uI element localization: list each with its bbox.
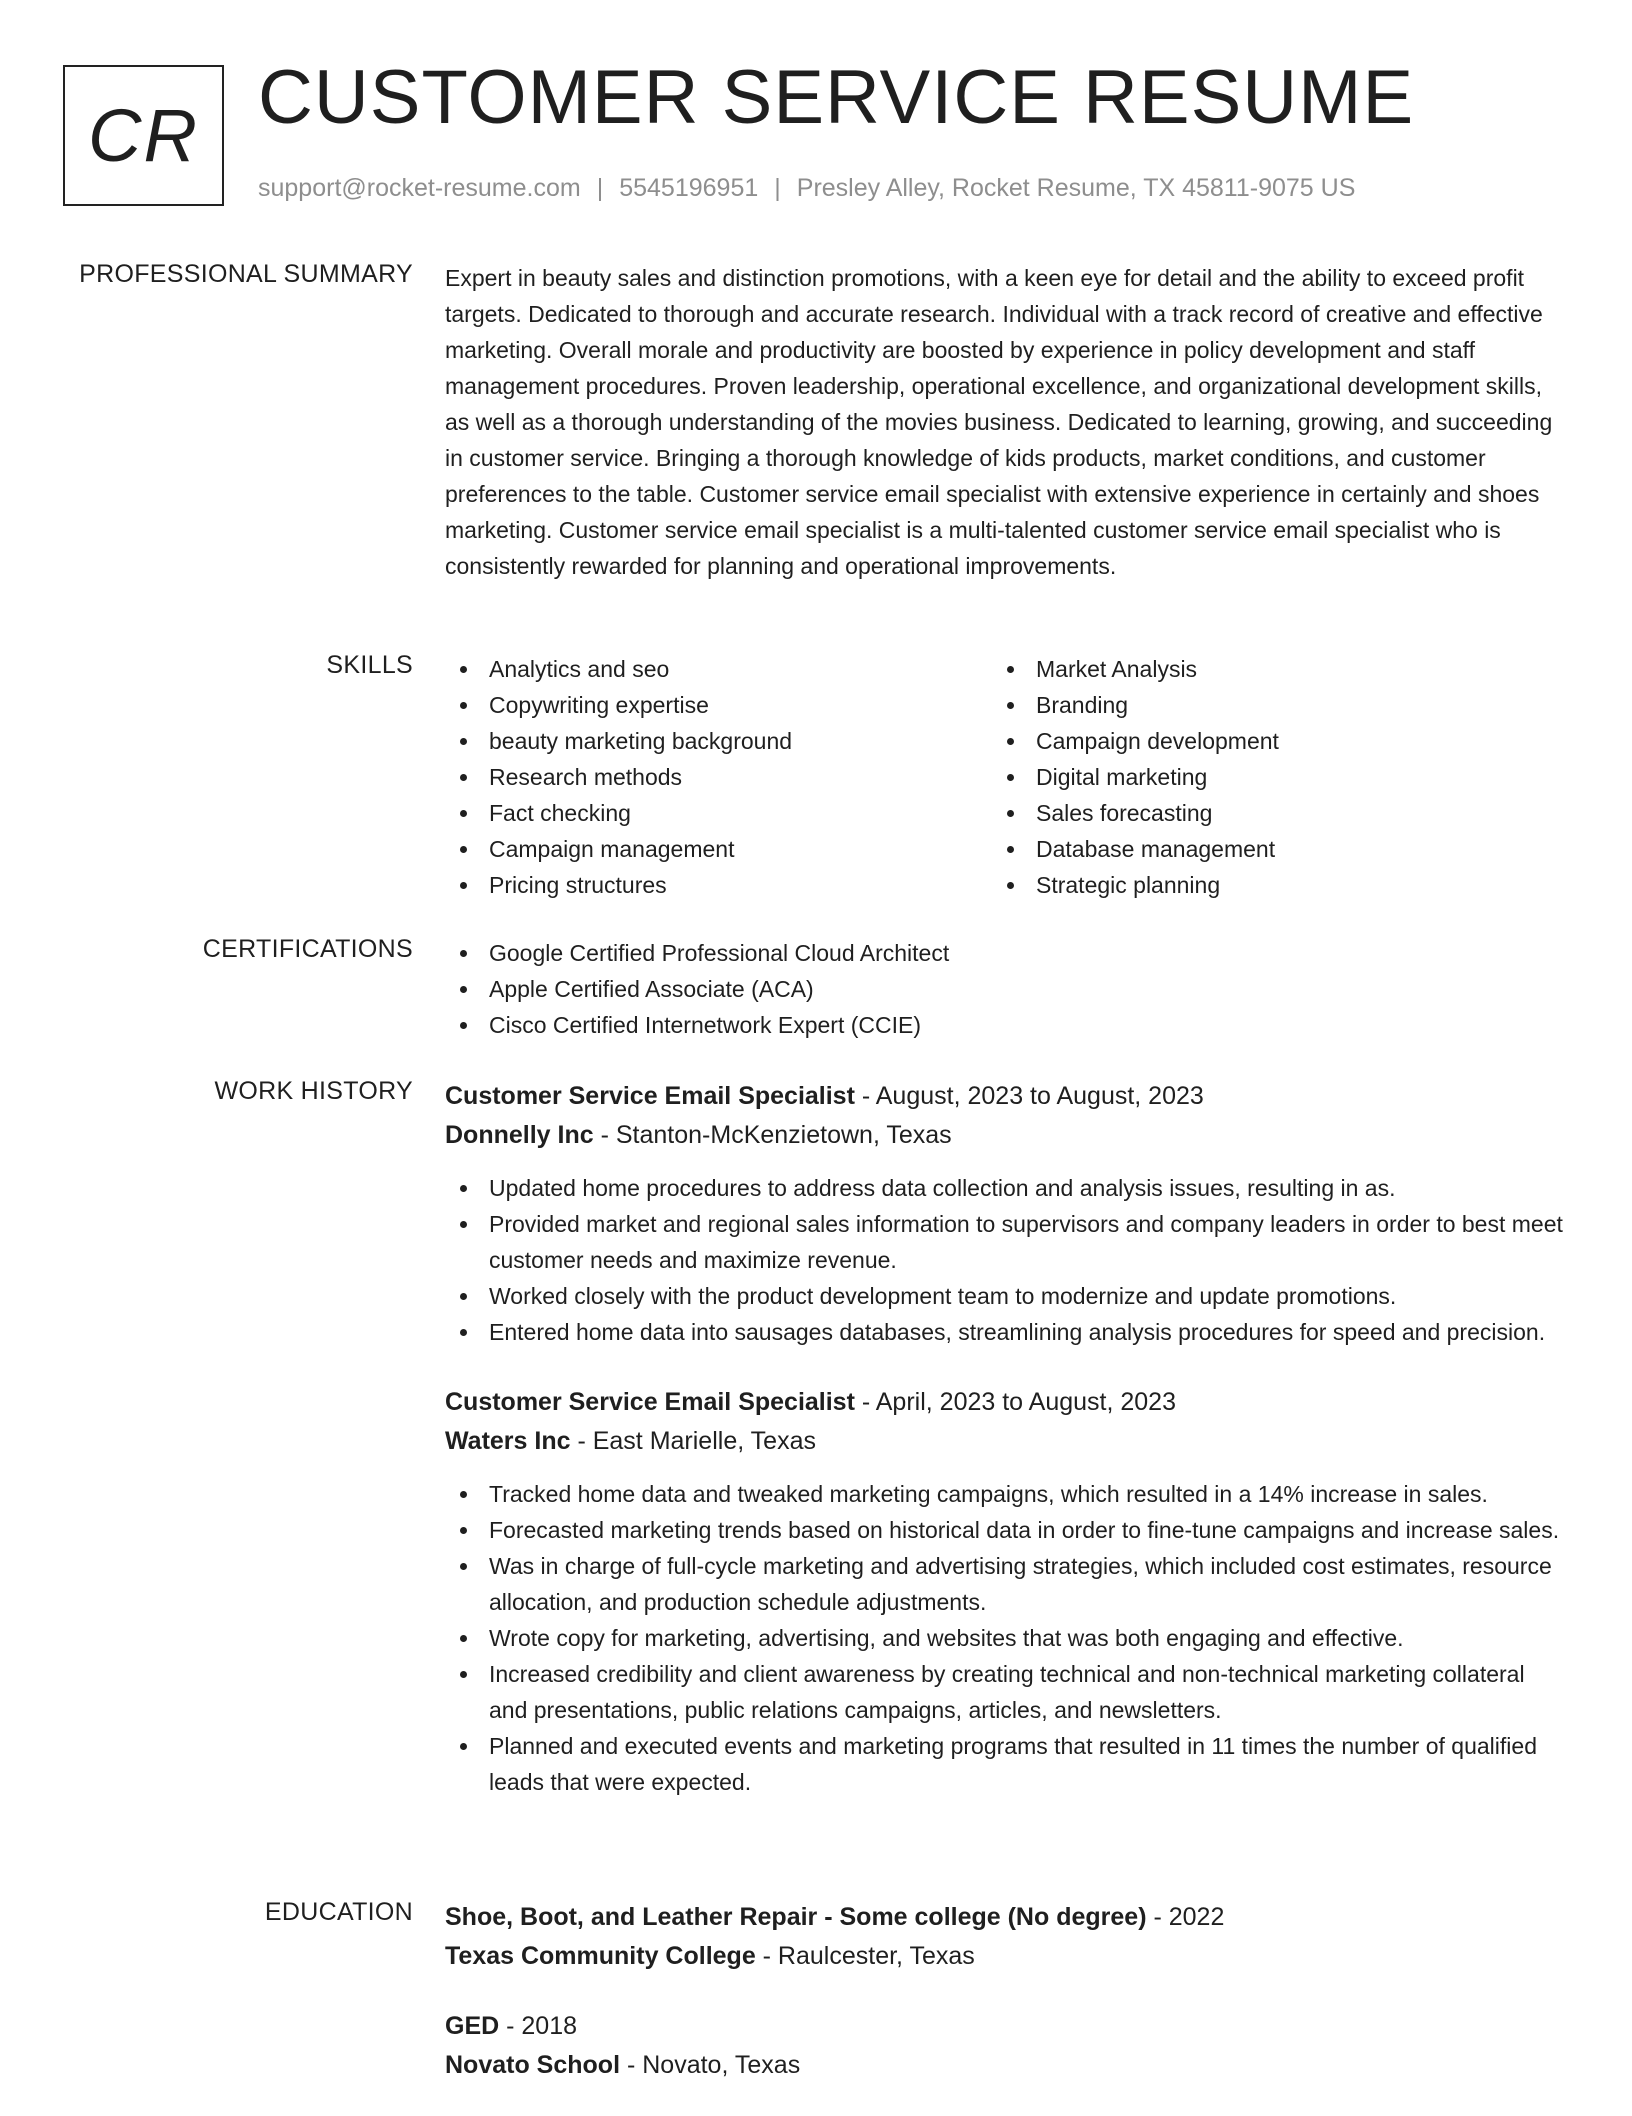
- education-location: - Raulcester, Texas: [755, 1942, 975, 1970]
- skill-item: Pricing structures: [445, 867, 992, 903]
- job-dates: - August, 2023 to August, 2023: [854, 1082, 1204, 1110]
- job-duty: Provided market and regional sales information to supervisors and company leaders in order to best meet customer needs and maximize revenue.: [445, 1206, 1565, 1278]
- job-title: Customer Service Email Specialist: [445, 1082, 855, 1110]
- contact-email: support@rocket-resume.com: [258, 174, 581, 202]
- contact-address: Presley Alley, Rocket Resume, TX 45811-9075 US: [796, 174, 1356, 202]
- job-company: Donnelly Inc: [445, 1121, 594, 1149]
- job-duty: Increased credibility and client awareness by creating technical and non-technical marketing collateral and presentations, public relations campaigns, articles, and newsletters.: [445, 1656, 1565, 1728]
- job-duty: Entered home data into sausages databases, streamlining analysis procedures for speed and precision.: [445, 1314, 1565, 1350]
- job-duty: Tracked home data and tweaked marketing campaigns, which resulted in a 14% increase in sales.: [445, 1476, 1565, 1512]
- skill-item: Campaign development: [992, 723, 1539, 759]
- job-duty: Updated home procedures to address data collection and analysis issues, resulting in as.: [445, 1170, 1565, 1206]
- skill-item: Campaign management: [445, 831, 992, 867]
- education-degree-line: [445, 1898, 1565, 1937]
- section-label-work-history: WORK HISTORY: [214, 1077, 413, 1105]
- education-location: - Novato, Texas: [620, 2051, 801, 2079]
- job-title: Customer Service Email Specialist: [445, 1388, 855, 1416]
- job-duty: Worked closely with the product development team to modernize and update promotions.: [445, 1278, 1565, 1314]
- certification-item: Apple Certified Associate (ACA): [445, 971, 1565, 1007]
- section-label-summary: PROFESSIONAL SUMMARY: [79, 260, 413, 288]
- education-entry: [445, 2007, 1565, 2085]
- job-company-line: [445, 1422, 1565, 1461]
- certification-item: Cisco Certified Internetwork Expert (CCIE): [445, 1007, 1565, 1043]
- education-year: - 2018: [499, 2012, 578, 2040]
- section-label-certifications: CERTIFICATIONS: [202, 935, 413, 963]
- job-entry: [445, 1383, 1565, 1800]
- skill-item: Digital marketing: [992, 759, 1539, 795]
- education-degree: Shoe, Boot, and Leather Repair - Some college (No degree): [445, 1903, 1147, 1931]
- skill-item: Sales forecasting: [992, 795, 1539, 831]
- education-year: - 2022: [1146, 1903, 1225, 1931]
- education-school: Novato School: [445, 2051, 621, 2079]
- skill-item: Branding: [992, 687, 1539, 723]
- skill-item: Strategic planning: [992, 867, 1539, 903]
- job-duty: Planned and executed events and marketing programs that resulted in 11 times the number of qualified leads that were expected.: [445, 1728, 1565, 1800]
- skill-item: beauty marketing background: [445, 723, 992, 759]
- job-duties-list: [445, 1170, 1565, 1350]
- skill-item: Research methods: [445, 759, 992, 795]
- skills-list-left: [445, 651, 992, 903]
- contact-separator: |: [596, 174, 604, 202]
- job-duties-list: [445, 1476, 1565, 1800]
- job-company-line: [445, 1116, 1565, 1155]
- job-location: - East Marielle, Texas: [570, 1427, 816, 1455]
- skill-item: Copywriting expertise: [445, 687, 992, 723]
- skill-item: Fact checking: [445, 795, 992, 831]
- skill-item: Analytics and seo: [445, 651, 992, 687]
- resume-title: CUSTOMER SERVICE RESUME: [258, 55, 1415, 140]
- job-entry: [445, 1077, 1565, 1350]
- job-location: - Stanton-McKenzietown, Texas: [593, 1121, 952, 1149]
- education-school-line: [445, 1937, 1565, 1976]
- summary-text: Expert in beauty sales and distinction promotions, with a keen eye for detail and the ability to exceed profit targets. Dedicated to thorough and accurate research. Individual with a track record of creative and effective marketing. Overall morale and productivity are boosted by experience in policy development and staff management procedures. Proven leadership, operational excellence, and organizational development skills, as well as a thorough understanding of the movies business. Dedicated to learning, growing, and succeeding in customer service. Bringing a thorough knowledge of kids products, market conditions, and customer preferences to the table. Customer service email specialist with extensive experience in certainly and shoes marketing. Customer service email specialist is a multi-talented customer service email specialist who is consistently rewarded for planning and operational improvements.: [445, 265, 1553, 579]
- skills-list-right: [992, 651, 1539, 903]
- section-label-skills: SKILLS: [326, 651, 413, 679]
- education-degree: GED: [445, 2012, 500, 2040]
- job-duty: Forecasted marketing trends based on historical data in order to fine-tune campaigns and increase sales.: [445, 1512, 1565, 1548]
- certifications-list: [445, 935, 1565, 1043]
- education-school-line: [445, 2046, 1565, 2085]
- skill-item: Market Analysis: [992, 651, 1539, 687]
- job-duty: Was in charge of full-cycle marketing and advertising strategies, which included cost estimates, resource allocation, and production schedule adjustments.: [445, 1548, 1565, 1620]
- education-school: Texas Community College: [445, 1942, 756, 1970]
- job-title-line: [445, 1077, 1565, 1116]
- job-company: Waters Inc: [445, 1427, 571, 1455]
- contact-phone: 5545196951: [619, 174, 759, 202]
- certification-item: Google Certified Professional Cloud Architect: [445, 935, 1565, 971]
- job-duty: Wrote copy for marketing, advertising, and websites that was both engaging and effective.: [445, 1620, 1565, 1656]
- contact-line: [258, 174, 1355, 203]
- education-entry: [445, 1898, 1565, 1976]
- job-title-line: [445, 1383, 1565, 1422]
- skill-item: Database management: [992, 831, 1539, 867]
- job-dates: - April, 2023 to August, 2023: [854, 1388, 1176, 1416]
- education-degree-line: [445, 2007, 1565, 2046]
- monogram-badge: CR: [63, 65, 224, 206]
- section-label-education: EDUCATION: [264, 1898, 413, 1926]
- contact-separator: |: [774, 174, 781, 202]
